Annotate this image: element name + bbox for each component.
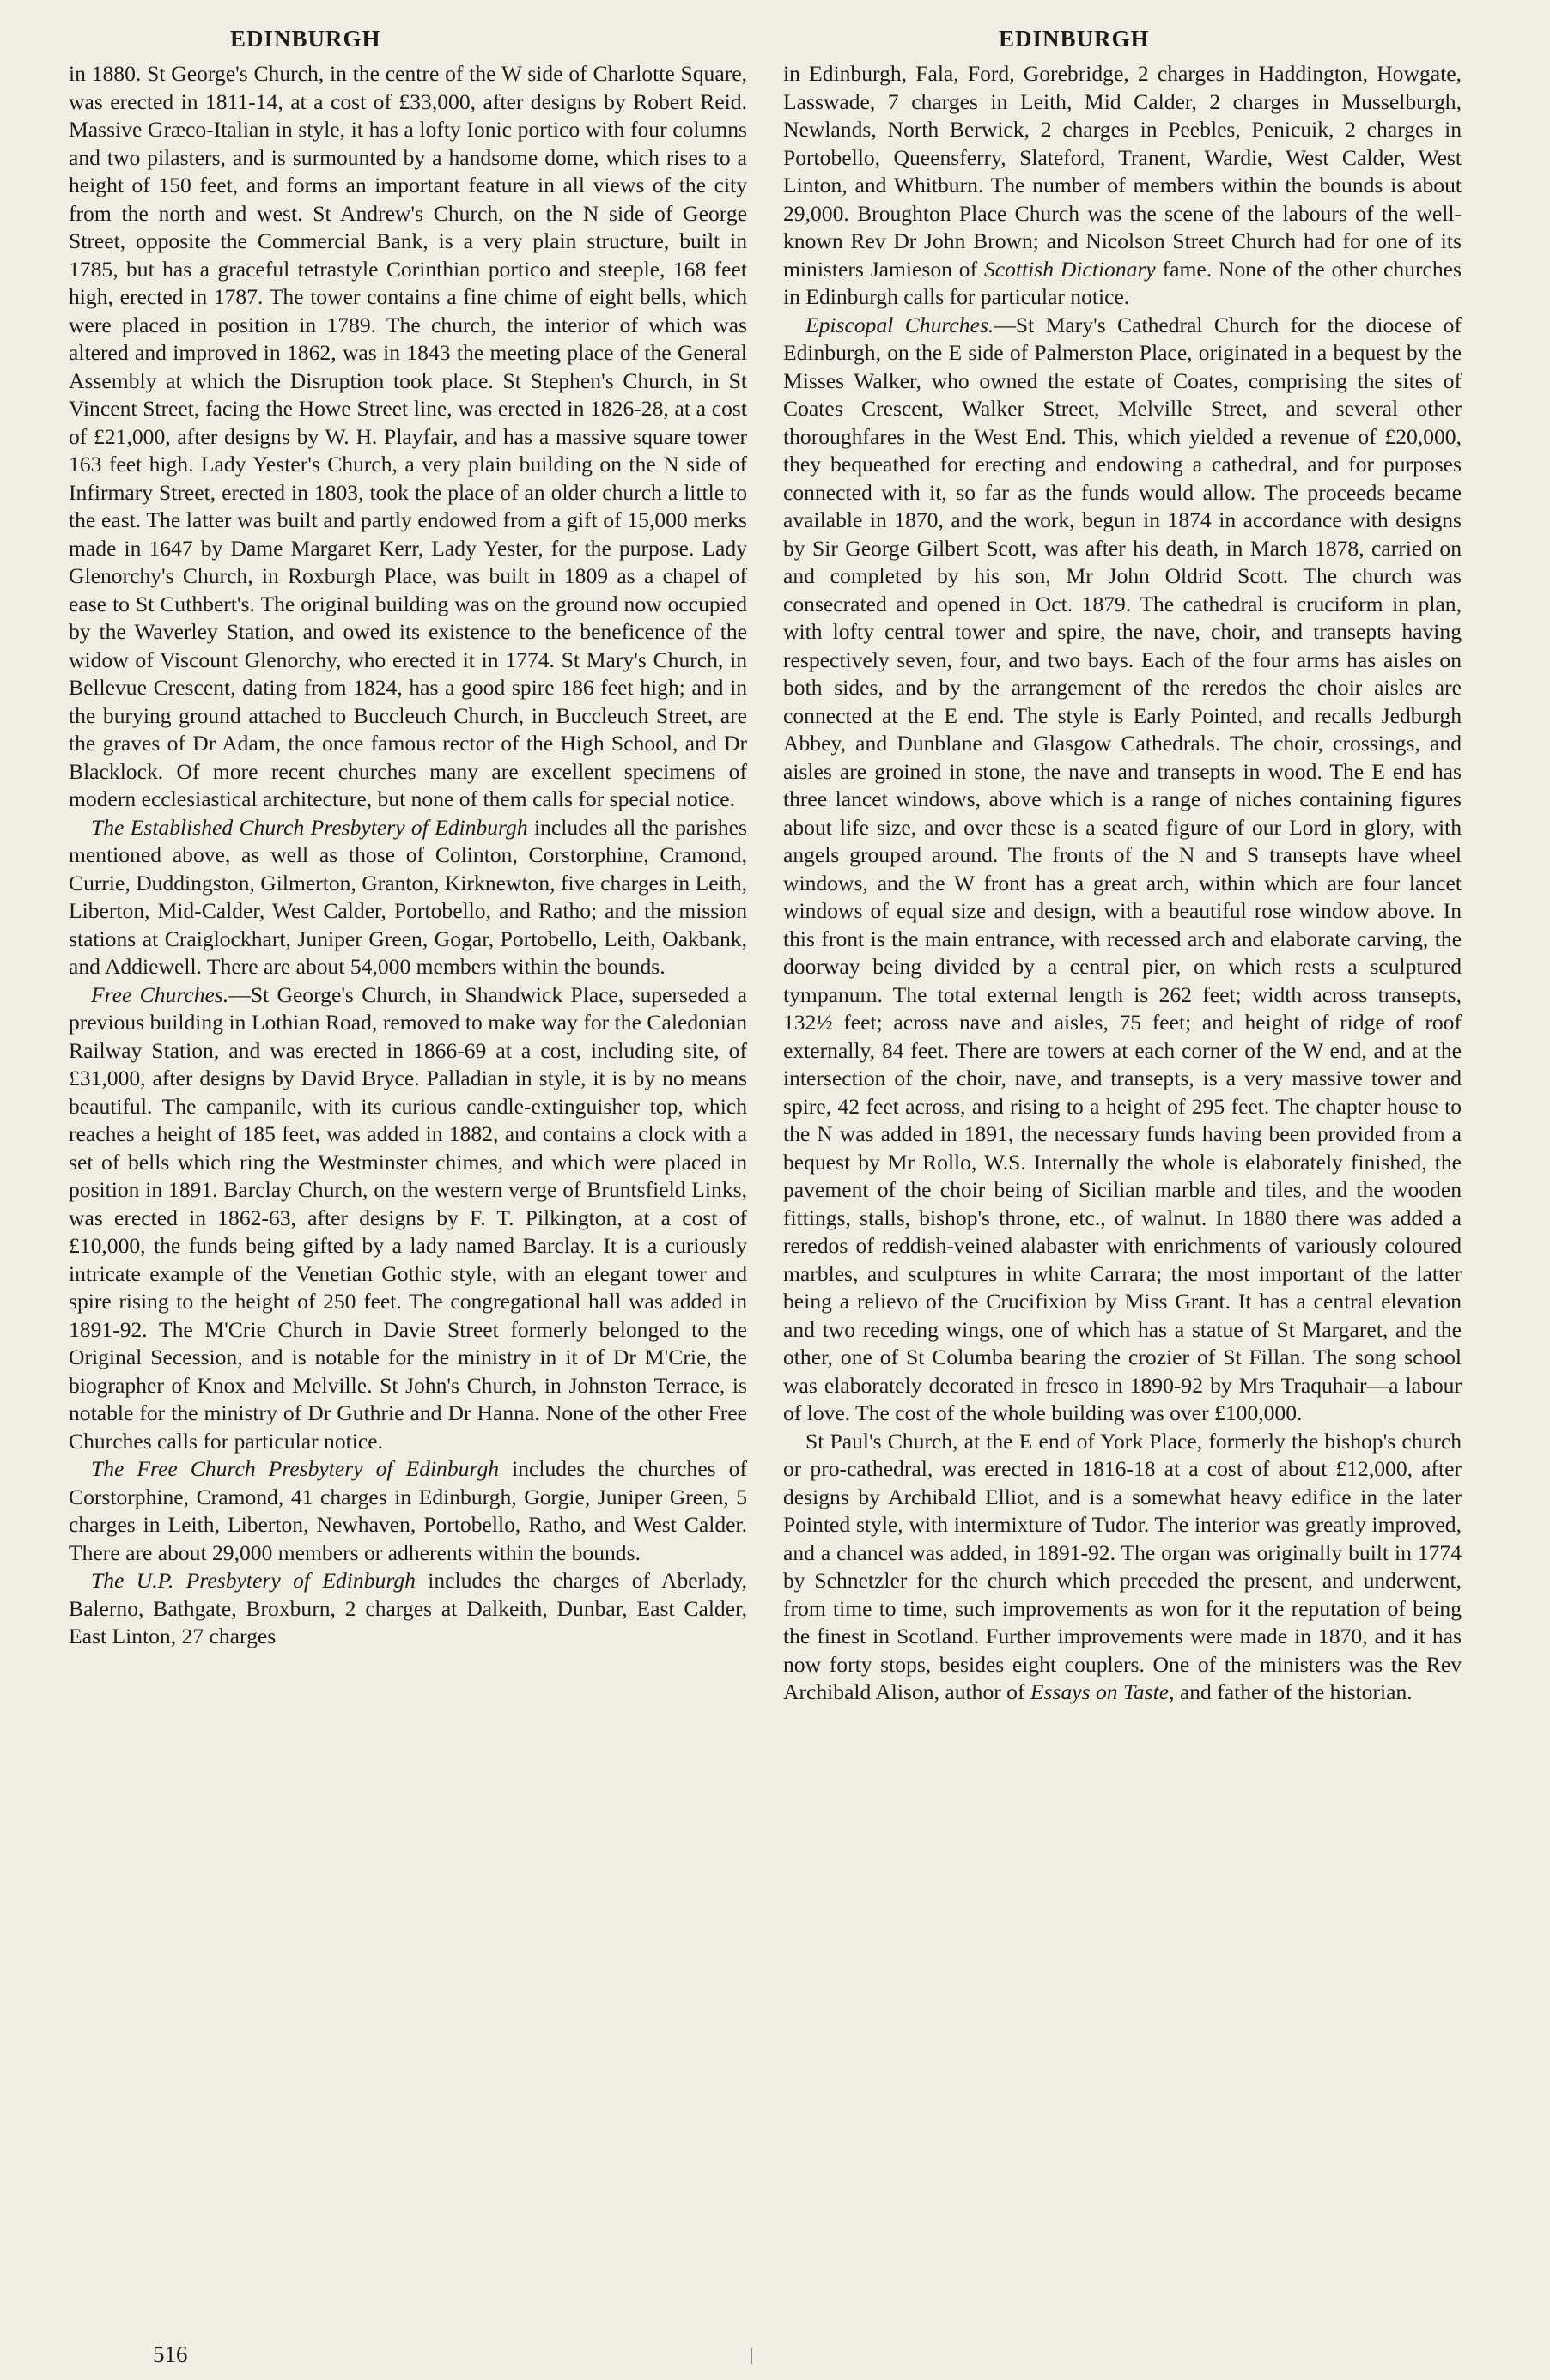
- paragraph-text: fame. None of the other churches in Edinburgh calls for particular notice.: [783, 256, 1462, 309]
- footer-mark: [751, 2348, 752, 2364]
- paragraph-established-presbytery: [69, 814, 747, 981]
- running-head-left: EDINBURGH: [230, 26, 381, 52]
- paragraph-text: , and father of the historian.: [1169, 1679, 1413, 1704]
- right-column: [783, 60, 1462, 1707]
- paragraph-free-presbytery: [69, 1455, 747, 1567]
- left-column: [69, 60, 747, 1651]
- section-title-free-churches: Free Churches.: [91, 981, 229, 1007]
- paragraph-up-presbytery: [69, 1567, 747, 1651]
- paragraph-episcopal-churches: [783, 312, 1462, 1428]
- section-title-up-presbytery: The U.P. Presbytery of Edinburgh: [91, 1568, 416, 1593]
- page-number: 516: [153, 2341, 188, 2367]
- paragraph-up-continued: [783, 60, 1462, 312]
- paragraph-city-churches: in 1880. St George's Church, in the centre of the W side of Charlotte Square, was erected in 1811-14, at a cost of £33,000, after designs by Robert Reid. Massive Græco-Italian in style, it has a lofty Ionic portico with four columns and two pilasters, and is surmounted by a handsome dome, which rises to a height of 150 feet, and forms an important feature in all views of the city from the north and west. St Andrew's Church, on the N side of George Street, opposite the Commercial Bank, is a very plain structure, built in 1785, but has a graceful tetrastyle Corinthian portico and steeple, 168 feet high, erected in 1787. The tower contains a fine chime of eight bells, which were placed in position in 1789. The church, the interior of which was altered and improved in 1862, was in 1843 the meeting place of the General Assembly at which the Disruption took place. St Stephen's Church, in St Vincent Street, facing the Howe Street line, was erected in 1826-28, at a cost of £21,000, after designs by W. H. Playfair, and has a massive square tower 163 feet high. Lady Yester's Church, a very plain building on the N side of Infirmary Street, erected in 1803, took the place of an older church a little to the east. The latter was built and partly endowed from a gift of 15,000 merks made in 1647 by Dame Margaret Kerr, Lady Yester, for the purpose. Lady Glenorchy's Church, in Roxburgh Place, was built in 1809 as a chapel of ease to St Cuthbert's. The original building was on the ground now occupied by the Waverley Station, and owed its existence to the beneficence of the widow of Viscount Glenorchy, who erected it in 1774. St Mary's Church, in Bellevue Crescent, dating from 1824, has a good spire 186 feet high; and in the burying ground attached to Buccleuch Church, in Buccleuch Street, are the graves of Dr Adam, the once famous rector of the High School, and Dr Blacklock. Of more recent churches many are excellent specimens of modern ecclesiastical architecture, but none of them calls for special notice.: [69, 61, 747, 811]
- book-title-scottish-dictionary: Scottish Dictionary: [983, 256, 1156, 282]
- paragraph-text: includes all the parishes mentioned above, as well as those of Colinton, Corstorphine, Cramond, Currie, Duddingston, Gilmerton, Granton, Kirknewton, five charges in Leith, Liberton, Mid-Calder, West Calder, Portobello, and Ratho; and the mission stations at Craiglockhart, Juniper Green, Gogar, Portobello, Leith, Oakbank, and Addiewell. There are about 54,000 members within the bounds.: [69, 814, 747, 979]
- section-title-established: The Established Church Presbytery of Edinburgh: [91, 814, 528, 840]
- running-head-right: EDINBURGH: [999, 26, 1150, 52]
- book-title-essays-on-taste: Essays on Taste: [1030, 1679, 1170, 1704]
- section-title-episcopal: Episcopal Churches.: [805, 312, 994, 337]
- paragraph-text: —St Mary's Cathedral Church for the diocese of Edinburgh, on the E side of Palmerston Place, originated in a bequest by the Misses Walker, who owned the estate of Coates, comprising the sites of Coates Crescent, Walker Street, Melville Street, and several other thoroughfares in the West End. This, which yielded a revenue of £20,000, they bequeathed for erecting and endowing a cathedral, and for purposes connected with it, so far as the funds would allow. The proceeds became available in 1870, and the work, begun in 1874 in accordance with designs by Sir George Gilbert Scott, was after his death, in March 1878, carried on and completed by his son, Mr John Oldrid Scott. The church was consecrated and opened in Oct. 1879. The cathedral is cruciform in plan, with lofty central tower and spire, the nave, choir, and transepts having respectively seven, four, and two bays. Each of the four arms has aisles on both sides, and by the arrangement of the reredos the choir aisles are connected at the E end. The style is Early Pointed, and recalls Jedburgh Abbey, and Dunblane and Glasgow Cathedrals. The choir, crossings, and aisles are groined in stone, the nave and transepts in wood. The E end has three lancet windows, above which is a range of niches containing figures about life size, and over these is a seated figure of our Lord in glory, with angels grouped around. The fronts of the N and S transepts have wheel windows, and the W front has a great arch, within which are four lancet windows of equal size and design, with a beautiful rose window above. In this front is the main entrance, with recessed arch and elaborate carving, the doorway being divided by a central pier, on which rests a sculptured tympanum. The total external length is 262 feet; width across transepts, 132½ feet; across nave and aisles, 75 feet; and height of ridge of roof externally, 84 feet. There are towers at each corner of the W end, and at the intersection of the choir, nave, and transepts, is a very massive tower and spire, 42 feet across, and rising to a height of 295 feet. The chapter house to the N was added in 1891, the necessary funds having been provided from a bequest by Mr Rollo, W.S. Internally the whole is elaborately finished, the pavement of the choir being of Sicilian marble and tiles, and the wooden fittings, stalls, bishop's throne, etc., of walnut. In 1880 there was added a reredos of reddish-veined alabaster with enrichments of variously coloured marbles, and sculptures in white Carrara; the most important of the latter being a relievo of the Crucifixion by Miss Grant. It has a central elevation and two receding wings, one of which has a statue of St Margaret, and the other, one of St Columba bearing the crozier of St Fillan. The song school was elaborately decorated in fresco in 1890-92 by Mrs Traquhair—a labour of love. The cost of the whole building was over £100,000.: [783, 312, 1462, 1425]
- section-title-free-presbytery: The Free Church Presbytery of Edinburgh: [91, 1456, 500, 1481]
- paragraph-st-pauls: [783, 1428, 1462, 1707]
- paragraph-text: St Paul's Church, at the E end of York Place, formerly the bishop's church or pro-cathedral, was erected in 1816-18 at a cost of about £12,000, after designs by Archibald Elliot, and is a somewhat heavy edifice in the later Pointed style, with intermixture of Tudor. The interior was greatly improved, and a chancel was added, in 1891-92. The organ was originally built in 1774 by Schnetzler for the church which preceded the present, and underwent, from time to time, such improvements as won for it the reputation of being the finest in Scotland. Further improvements were made in 1870, and it has now forty stops, besides eight couplers. One of the ministers was the Rev Archibald Alison, author of: [783, 1428, 1462, 1704]
- paragraph-text: includes the charges of Aberlady, Balerno, Bathgate, Broxburn, 2 charges at Dalkeith, Dunbar, East Calder, East Linton, 27 charges: [69, 1568, 747, 1648]
- paragraph-text: includes the churches of Corstorphine, Cramond, 41 charges in Edinburgh, Gorgie, Juniper Green, 5 charges in Leith, Liberton, Newhaven, Portobello, Ratho, and West Calder. There are about 29,000 members or adherents within the bounds.: [69, 1456, 747, 1565]
- paragraph-free-churches: [69, 981, 747, 1456]
- paragraph-text: in Edinburgh, Fala, Ford, Gorebridge, 2 charges in Haddington, Howgate, Lasswade, 7 charges in Leith, Mid Calder, 2 charges in Musselburgh, Newlands, North Berwick, 2 charges in Peebles, Penicuik, 2 charges in Portobello, Queensferry, Slateford, Tranent, Wardie, West Calder, West Linton, and Whitburn. The number of members within the bounds is about 29,000. Broughton Place Church was the scene of the labours of the well-known Rev Dr John Brown; and Nicolson Street Church had for one of its ministers Jamieson of: [783, 61, 1462, 282]
- paragraph-text: —St George's Church, in Shandwick Place, superseded a previous building in Lothian Road, removed to make way for the Caledonian Railway Station, and was erected in 1866-69 at a cost, including site, of £31,000, after designs by David Bryce. Palladian in style, it is by no means beautiful. The campanile, with its curious candle-extinguisher top, which reaches a height of 185 feet, was added in 1882, and contains a clock with a set of bells which ring the Westminster chimes, and which were placed in position in 1891. Barclay Church, on the western verge of Bruntsfield Links, was erected in 1862-63, after designs by F. T. Pilkington, at a cost of £10,000, the funds being gifted by a lady named Barclay. It is a curiously intricate example of the Venetian Gothic style, with an elegant tower and spire rising to the height of 250 feet. The congregational hall was added in 1891-92. The M'Crie Church in Davie Street formerly belonged to the Original Secession, and is notable for the ministry in it of Dr M'Crie, the biographer of Knox and Melville. St John's Church, in Johnston Terrace, is notable for the ministry of Dr Guthrie and Dr Hanna. None of the other Free Churches calls for particular notice.: [69, 981, 747, 1454]
